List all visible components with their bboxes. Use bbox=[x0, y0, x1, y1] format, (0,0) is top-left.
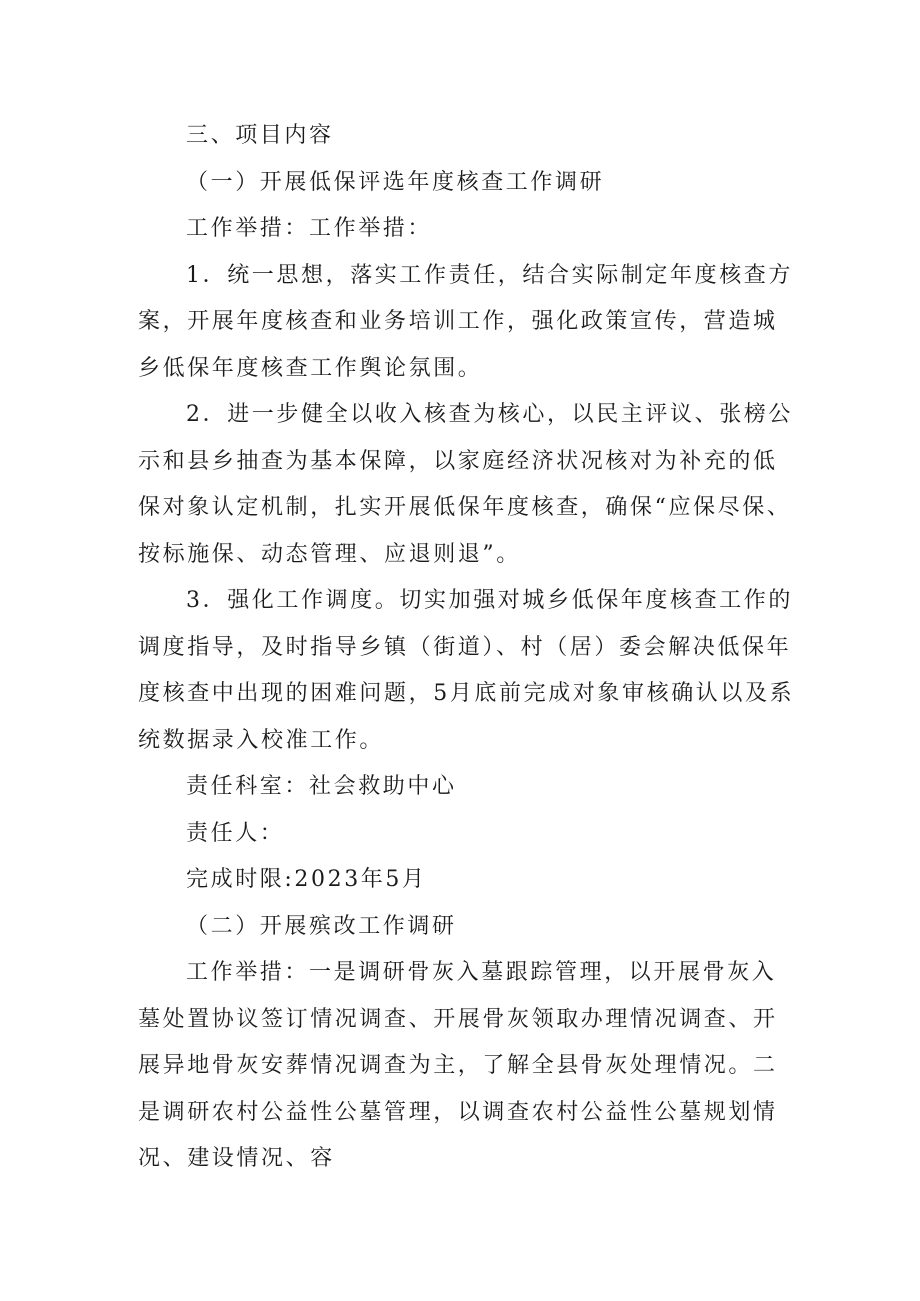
responsible-person: 责任人： bbox=[186, 820, 285, 846]
responsible-dept: 责任科室：社会救助中心 bbox=[186, 774, 457, 799]
deadline: 完成时限:2023年5月 bbox=[186, 867, 427, 892]
measures-paragraph-2: 工作举措：一是调研骨灰入墓跟踪管理，以开展骨灰入墓处置协议签订情况调查、开展骨灰领取办理情况调查、开展异地骨灰安葬情况调查为主，了解全县骨灰处理情况。二是调研农村公益性公墓管理，以调查农村公益性公墓规划情况、建设情况、容 bbox=[138, 960, 778, 1171]
measures-label: 工作举措：工作举措： bbox=[186, 216, 433, 241]
measure-item-3: 3．强化工作调度。切实加强对城乡低保年度核查工作的调度指导，及时指导乡镇（街道）、村（居）委会解决低保年度核查中出现的困难问题，5月底前完成对象审核确认以及系统数据录入校准工作。 bbox=[138, 588, 795, 753]
section-title: 三、项目内容 bbox=[186, 123, 334, 148]
document-body bbox=[138, 113, 798, 1183]
subsection-title-1: （一）开展低保评选年度核查工作调研 bbox=[186, 169, 605, 195]
subsection-title-2: （二）开展殡改工作调研 bbox=[186, 913, 457, 939]
measure-item-2: 2．进一步健全以收入核查为核心，以民主评议、张榜公示和县乡抽查为基本保障，以家庭经济状况核对为补充的低保对象认定机制，扎实开展低保年度核查，确保“应保尽保、按标施保、动态管理、应退则退”。 bbox=[138, 402, 793, 567]
measure-item-1: 1．统一思想，落实工作责任，结合实际制定年度核查方案，开展年度核查和业务培训工作，强化政策宣传，营造城乡低保年度核查工作舆论氛围。 bbox=[138, 262, 793, 381]
